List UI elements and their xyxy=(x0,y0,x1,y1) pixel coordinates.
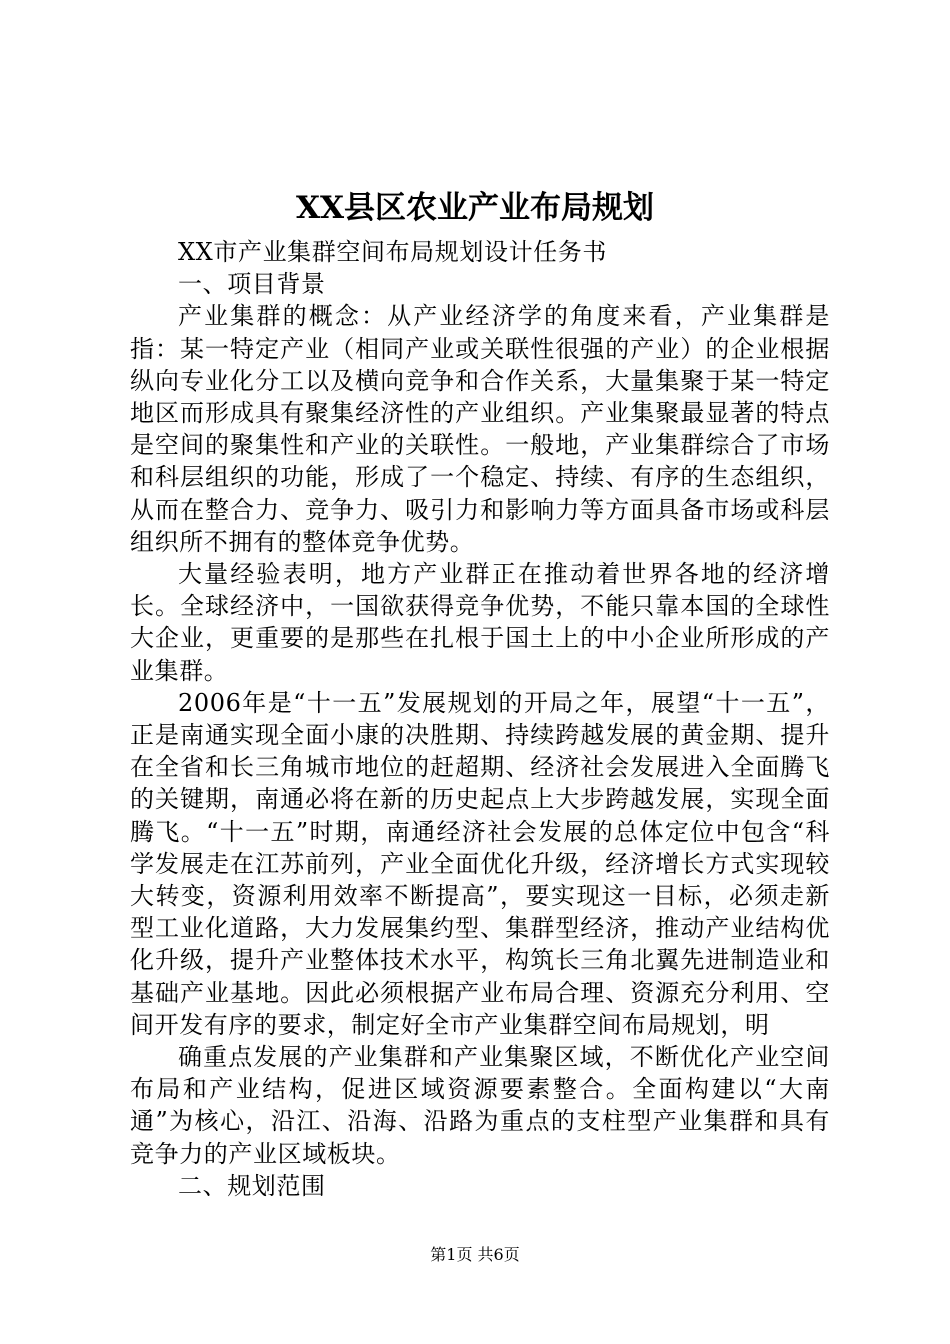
paragraph-experience: 大量经验表明，地方产业群正在推动着世界各地的经济增长。全球经济中，一国欲获得竞争优势，不能只靠本国的全球性大企业，更重要的是那些在扎根于国土上的中小企业所形成的产业集群。 xyxy=(130,560,830,685)
paragraph-key-clusters: 确重点发展的产业集群和产业集聚区域，不断优化产业空间布局和产业结构，促进区域资源要素整合。全面构建以“大南通”为核心，沿江、沿海、沿路为重点的支柱型产业集群和具有竞争力的产业区域板块。 xyxy=(130,1043,830,1168)
paragraph-2006-plan: 2006年是“十一五”发展规划的开局之年，展望“十一五”，正是南通实现全面小康的决胜期、持续跨越发展的黄金期、提升在全省和长三角城市地位的赶超期、经济社会发展进入全面腾飞的关键期，南通必将在新的历史起点上大步跨越发展，实现全面腾飞。“十一五”时期，南通经济社会发展的总体定位中包含“科学发展走在江苏前列，产业全面优化升级，经济增长方式实现较大转变，资源利用效率不断提高”，要实现这一目标，必须走新型工业化道路，大力发展集约型、集群型经济，推动产业结构优化升级，提升产业整体技术水平，构筑长三角北翼先进制造业和基础产业基地。因此必须根据产业布局合理、资源充分利用、空间开发有序的要求，制定好全市产业集群空间布局规划，明 xyxy=(130,688,830,1039)
document-title: XX县区农业产业布局规划 xyxy=(295,190,655,226)
paragraph-section-2-heading: 二、规划范围 xyxy=(178,1171,326,1200)
page-footer: 第1页 共6页 xyxy=(430,1245,520,1264)
paragraph-section-1-heading: 一、项目背景 xyxy=(178,270,326,299)
paragraph-cluster-concept: 产业集群的概念：从产业经济学的角度来看，产业集群是指：某一特定产业（相同产业或关联性很强的产业）的企业根据纵向专业化分工以及横向竞争和合作关系，大量集聚于某一特定地区而形成具有聚集经济性的产业组织。产业集聚最显著的特点是空间的聚集性和产业的关联性。一般地，产业集群综合了市场和科层组织的功能，形成了一个稳定、持续、有序的生态组织，从而在整合力、竞争力、吸引力和影响力等方面具备市场或科层组织所不拥有的整体竞争优势。 xyxy=(130,302,830,556)
document-body xyxy=(130,236,830,1202)
paragraph-task-heading: XX市产业集群空间布局规划设计任务书 xyxy=(178,238,607,266)
